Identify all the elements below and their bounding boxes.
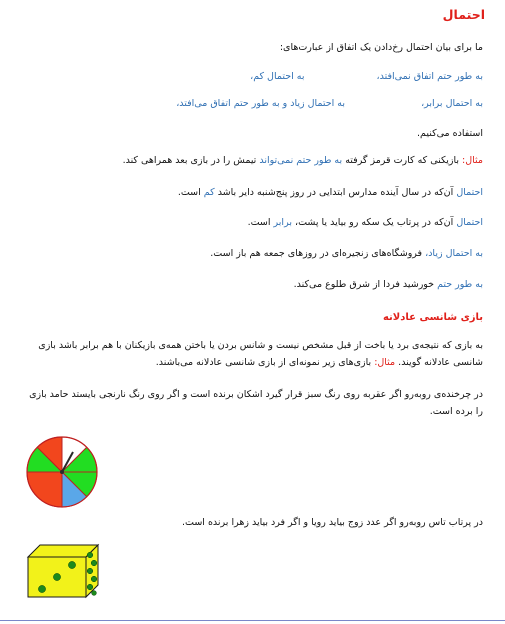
dice-dot [91,560,97,566]
phrase-equal: به احتمال برابر، [421,98,483,109]
sentence-2-word: برابر [273,217,292,228]
sentence-3-label: به احتمال زیاد، [425,248,483,259]
usage-text: استفاده می‌کنیم. [417,128,483,139]
sentence-4-label: به طور حتم [437,279,483,290]
phrase-unlikely: به احتمال کم، [250,71,305,82]
sentence-1-word: کم [203,187,215,198]
spinner-hub [60,470,64,474]
sentence-1 [22,187,483,198]
sentence-2 [22,217,483,228]
fair-game-para-a: به بازی که نتیجه‌ی برد یا باخت از قبل مشخص نیست و شانس بردن یا باختن همه‌ی بازیکنان با هم برابر باشد بازی شانسی عادلانه گویند. [38,340,483,368]
sentence-3-text: فروشگاه‌های زنجیره‌ای در روزهای جمعه هم باز است. [210,248,423,259]
dice-description: در پرتاب تاس روبه‌رو اگر عدد زوج بیاید رویا و اگر فرد بیاید زهرا برنده است. [181,517,483,528]
intro-text: ما برای بیان احتمال رخ‌دادن یک اتفاق از عبارت‌های: [279,42,483,53]
sentence-2-label: احتمال [456,217,483,228]
fair-game-definition [22,337,483,371]
dice-dot [91,576,97,582]
example-phrase: به طور حتم نمی‌تواند [259,155,343,166]
dice-dot [87,552,93,558]
example-text-a: بازیکنی که کارت قرمز گرفته [345,155,460,166]
sentence-4 [22,279,483,290]
phrases-row-2 [22,98,483,109]
fair-game-heading: بازی شانسی عادلانه [382,312,483,323]
sentence-4-text: خورشید فردا از شرق طلوع می‌کند. [293,279,435,290]
page-title: احتمال [442,7,485,22]
fair-game-example-label: مثال: [374,357,396,368]
sentence-1-label: احتمال [456,187,483,198]
page-bottom-divider [0,620,505,621]
spinner-illustration [24,434,100,510]
dice-dot [87,568,93,574]
sentence-2-end: است. [247,217,271,228]
example-text-b: تیمش را در بازی بعد همراهی کند. [122,155,257,166]
fair-game-para-b: بازی‌های زیر نمونه‌ای از بازی شانسی عادلانه می‌باشند. [155,357,372,368]
sentence-1-end: است. [177,187,201,198]
sentence-1-text: آن‌که در سال آینده مدارس ابتدایی در روز پنج‌شنبه دایر باشد [217,187,454,198]
example-label: مثال: [462,155,483,166]
phrase-never: به طور حتم اتفاق نمی‌افتد، [376,71,483,82]
example-sentence [22,155,483,166]
sentence-2-text: آن‌که در پرتاب یک سکه رو بیاید یا پشت، [295,217,454,228]
phrase-likely-certain: به احتمال زیاد و به طور حتم اتفاق می‌افتد، [176,98,346,109]
dice-dot [38,585,45,592]
spinner-description: در چرخنده‌ی روبه‌رو اگر عقربه روی رنگ سبز قرار گیرد اشکان برنده است و اگر روی رنگ نارنجی بایستد حامد بازی را برده است. [29,389,483,417]
phrases-row-1 [22,71,483,82]
dice-dot [87,584,93,590]
sentence-3 [22,248,483,259]
dice-dot [68,561,75,568]
dice-illustration [24,541,104,601]
dice-dot [53,573,60,580]
dice-dot [92,591,97,596]
